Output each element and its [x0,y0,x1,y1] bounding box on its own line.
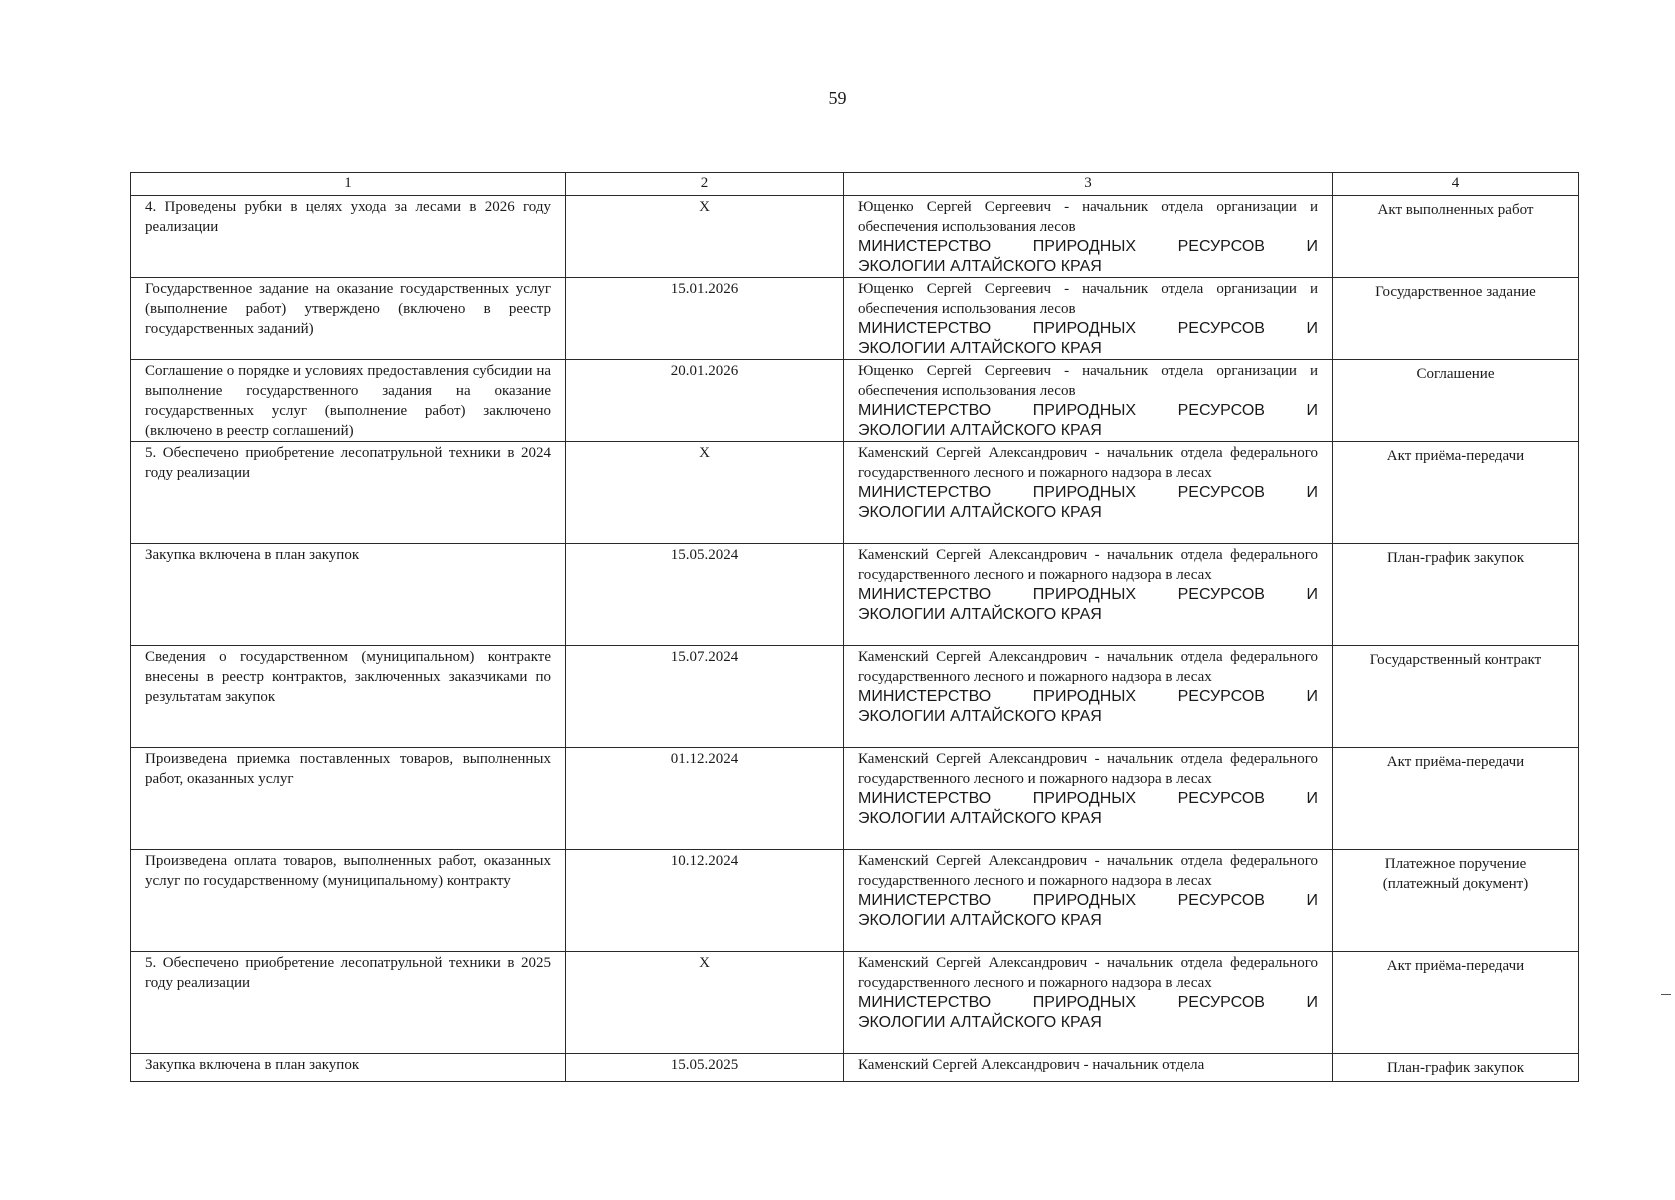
date-cell: 15.07.2024 [566,646,844,748]
event-cell: 5. Обеспечено приобретение лесопатрульной техники в 2024 году реализации [131,442,566,544]
organization-word: МИНИСТЕРСТВО [858,484,992,501]
organization-word: МИНИСТЕРСТВО [858,586,992,603]
event-cell: Произведена оплата товаров, выполненных работ, оказанных услуг по государственному (муниципальному) контракту [131,850,566,952]
table-row [131,748,1579,850]
organization-word: И [1306,790,1318,807]
responsible-person: Каменский Сергей Александрович - начальник отдела федерального государственного лесного и пожарного надзора в лесах [858,853,1318,889]
column-header: 3 [844,173,1333,196]
table-header-row [131,173,1579,196]
column-header: 2 [566,173,844,196]
organization-name [858,483,1318,523]
organization-word: ПРИРОДНЫХ [1032,994,1137,1011]
organization-name [858,319,1318,359]
organization-word: МИНИСТЕРСТВО [858,238,992,255]
responsible-cell [844,748,1333,850]
responsible-person: Каменский Сергей Александрович - начальник отдела федерального государственного лесного и пожарного надзора в лесах [858,649,1318,685]
organization-line: ЭКОЛОГИИ АЛТАЙСКОГО КРАЯ [858,258,1102,275]
date-cell: 01.12.2024 [566,748,844,850]
organization-word: ПРИРОДНЫХ [1032,790,1137,807]
organization-word: РЕСУРСОВ [1177,994,1265,1011]
responsible-person: Ющенко Сергей Сергеевич - начальник отдела организации и обеспечения использования лесов [858,363,1318,399]
document-cell: Платежное поручение (платежный документ) [1333,850,1579,952]
responsible-person: Каменский Сергей Александрович - начальник отдела федерального государственного лесного и пожарного надзора в лесах [858,955,1318,991]
responsible-cell [844,442,1333,544]
organization-word: МИНИСТЕРСТВО [858,402,992,419]
responsible-cell [844,850,1333,952]
organization-word: И [1306,994,1318,1011]
responsible-cell [844,278,1333,360]
organization-word: ПРИРОДНЫХ [1032,892,1137,909]
event-cell: Соглашение о порядке и условиях предоставления субсидии на выполнение государственного задания на оказание государственных услуг (выполнение работ) заключено (включено в реестр соглашений) [131,360,566,442]
organization-word: И [1306,320,1318,337]
organization-name [858,585,1318,625]
organization-line: ЭКОЛОГИИ АЛТАЙСКОГО КРАЯ [858,422,1102,439]
organization-line: ЭКОЛОГИИ АЛТАЙСКОГО КРАЯ [858,708,1102,725]
responsible-person: Каменский Сергей Александрович - начальник отдела федерального государственного лесного и пожарного надзора в лесах [858,445,1318,481]
event-cell: 4. Проведены рубки в целях ухода за лесами в 2026 году реализации [131,196,566,278]
organization-name [858,891,1318,931]
organization-word: ПРИРОДНЫХ [1032,484,1137,501]
organization-word: И [1306,586,1318,603]
organization-word: РЕСУРСОВ [1177,320,1265,337]
organization-word: МИНИСТЕРСТВО [858,790,992,807]
table-row [131,646,1579,748]
date-cell: 10.12.2024 [566,850,844,952]
document-cell: План-график закупок [1333,1054,1579,1082]
organization-line: ЭКОЛОГИИ АЛТАЙСКОГО КРАЯ [858,504,1102,521]
organization-word: РЕСУРСОВ [1177,238,1265,255]
document-cell: План-график закупок [1333,544,1579,646]
control-points-table [130,172,1579,1082]
document-cell: Акт выполненных работ [1333,196,1579,278]
organization-word: МИНИСТЕРСТВО [858,688,992,705]
table-row [131,850,1579,952]
organization-word: МИНИСТЕРСТВО [858,994,992,1011]
column-header: 1 [131,173,566,196]
date-cell: X [566,952,844,1054]
date-cell: 15.05.2024 [566,544,844,646]
date-cell: 20.01.2026 [566,360,844,442]
document-cell: Государственный контракт [1333,646,1579,748]
event-cell: Сведения о государственном (муниципальном) контракте внесены в реестр контрактов, заключенных заказчиками по результатам закупок [131,646,566,748]
organization-word: МИНИСТЕРСТВО [858,892,992,909]
date-cell: X [566,442,844,544]
organization-word: РЕСУРСОВ [1177,586,1265,603]
organization-line: ЭКОЛОГИИ АЛТАЙСКОГО КРАЯ [858,810,1102,827]
column-header: 4 [1333,173,1579,196]
organization-word: ПРИРОДНЫХ [1032,688,1137,705]
event-cell: Произведена приемка поставленных товаров, выполненных работ, оказанных услуг [131,748,566,850]
table-row [131,196,1579,278]
document-cell: Акт приёма-передачи [1333,748,1579,850]
organization-word: РЕСУРСОВ [1177,484,1265,501]
event-cell: Закупка включена в план закупок [131,1054,566,1082]
responsible-cell [844,360,1333,442]
responsible-cell [844,646,1333,748]
responsible-cell [844,544,1333,646]
margin-mark [1661,994,1671,995]
event-cell: Закупка включена в план закупок [131,544,566,646]
table-row [131,442,1579,544]
responsible-person: Каменский Сергей Александрович - начальник отдела [858,1057,1205,1073]
table-row [131,360,1579,442]
organization-word: И [1306,238,1318,255]
organization-word: РЕСУРСОВ [1177,892,1265,909]
document-cell: Акт приёма-передачи [1333,442,1579,544]
organization-word: РЕСУРСОВ [1177,790,1265,807]
organization-word: И [1306,402,1318,419]
event-cell: Государственное задание на оказание государственных услуг (выполнение работ) утверждено (включено в реестр государственных заданий) [131,278,566,360]
page-number: 59 [828,88,847,108]
organization-word: И [1306,892,1318,909]
organization-word: ПРИРОДНЫХ [1032,238,1137,255]
organization-word: И [1306,688,1318,705]
table-row [131,278,1579,360]
responsible-person: Каменский Сергей Александрович - начальник отдела федерального государственного лесного и пожарного надзора в лесах [858,751,1318,787]
responsible-cell [844,196,1333,278]
organization-word: ПРИРОДНЫХ [1032,320,1137,337]
table-row [131,952,1579,1054]
table-row [131,544,1579,646]
organization-word: ПРИРОДНЫХ [1032,586,1137,603]
organization-word: ПРИРОДНЫХ [1032,402,1137,419]
responsible-cell [844,1054,1333,1082]
organization-name [858,237,1318,277]
organization-name [858,789,1318,829]
organization-word: РЕСУРСОВ [1177,688,1265,705]
document-cell: Соглашение [1333,360,1579,442]
responsible-person: Ющенко Сергей Сергеевич - начальник отдела организации и обеспечения использования лесов [858,281,1318,317]
responsible-person: Ющенко Сергей Сергеевич - начальник отдела организации и обеспечения использования лесов [858,199,1318,235]
organization-word: МИНИСТЕРСТВО [858,320,992,337]
date-cell: X [566,196,844,278]
organization-name [858,687,1318,727]
organization-name [858,401,1318,441]
table-row [131,1054,1579,1082]
event-cell: 5. Обеспечено приобретение лесопатрульной техники в 2025 году реализации [131,952,566,1054]
responsible-person: Каменский Сергей Александрович - начальник отдела федерального государственного лесного и пожарного надзора в лесах [858,547,1318,583]
organization-line: ЭКОЛОГИИ АЛТАЙСКОГО КРАЯ [858,912,1102,929]
responsible-cell [844,952,1333,1054]
date-cell: 15.01.2026 [566,278,844,360]
organization-line: ЭКОЛОГИИ АЛТАЙСКОГО КРАЯ [858,1014,1102,1031]
organization-word: И [1306,484,1318,501]
document-cell: Акт приёма-передачи [1333,952,1579,1054]
organization-word: РЕСУРСОВ [1177,402,1265,419]
organization-name [858,993,1318,1033]
document-cell: Государственное задание [1333,278,1579,360]
date-cell: 15.05.2025 [566,1054,844,1082]
organization-line: ЭКОЛОГИИ АЛТАЙСКОГО КРАЯ [858,606,1102,623]
organization-line: ЭКОЛОГИИ АЛТАЙСКОГО КРАЯ [858,340,1102,357]
